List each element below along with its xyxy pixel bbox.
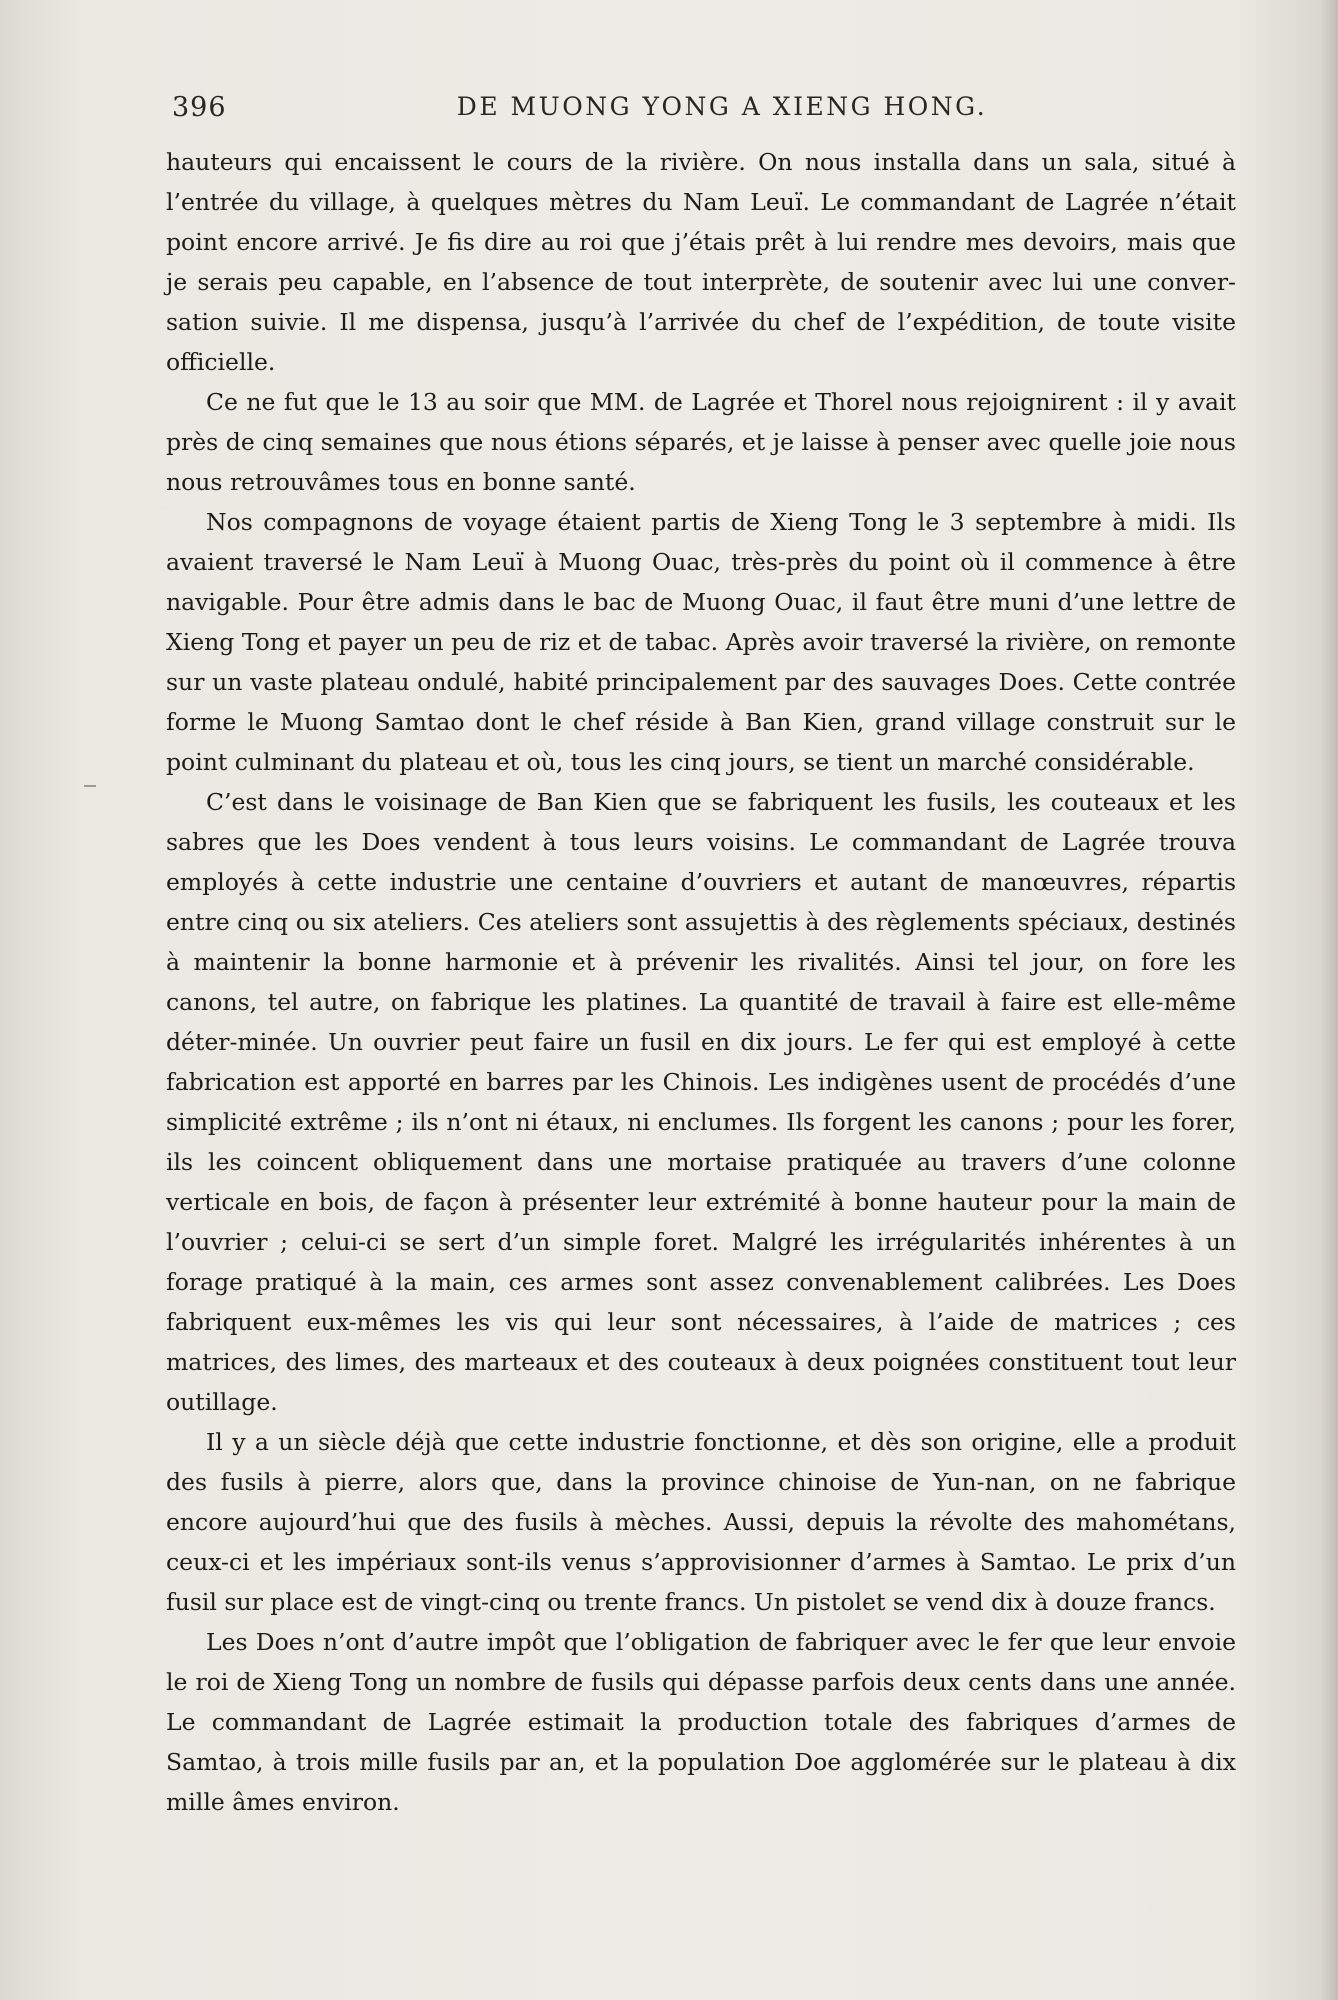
paragraph-2: Ce ne fut que le 13 au soir que MM. de Lagrée et Thorel nous rejoignirent : il y avait près de cinq semaines que nous étions séparés, et je laisse à penser avec quelle joie nous nous retrouvâmes tous en bonne santé. xyxy=(166,388,1236,496)
body-text xyxy=(166,142,1236,1822)
page-number: 396 xyxy=(172,92,227,123)
running-title: DE MUONG YONG A XIENG HONG. xyxy=(456,92,988,121)
ink-mark xyxy=(84,785,96,787)
paragraph-4: C’est dans le voisinage de Ban Kien que se fabriquent les fusils, les couteaux et les sabres que les Does vendent à tous leurs voisins. Le commandant de Lagrée trouva employés à cette industrie une centaine d’ouvriers et autant de manœuvres, répartis entre cinq ou six ateliers. Ces ateliers sont assujettis à des règlements spéciaux, destinés à maintenir la bonne harmonie et à prévenir les rivalités. Ainsi tel jour, on fore les canons, tel autre, on fabrique les platines. La quantité de travail à faire est elle-même déter-minée. Un ouvrier peut faire un fusil en dix jours. Le fer qui est employé à cette fabrication est apporté en barres par les Chinois. Les indigènes usent de procédés d’une simplicité extrême ; ils n’ont ni étaux, ni enclumes. Ils forgent les canons ; pour les forer, ils les coincent obliquement dans une mortaise pratiquée au travers d’une colonne verticale en bois, de façon à présenter leur extrémité à bonne hauteur pour la main de l’ouvrier ; celui-ci se sert d’un simple foret. Malgré les irrégularités inhérentes à un forage pratiqué à la main, ces armes sont assez convenablement calibrées. Les Does fabriquent eux-mêmes les vis qui leur sont nécessaires, à l’aide de matrices ; ces matrices, des limes, des marteaux et des couteaux à deux poignées constituent tout leur outillage. xyxy=(166,788,1236,1416)
paragraph-3: Nos compagnons de voyage étaient partis de Xieng Tong le 3 septembre à midi. Ils avaient traversé le Nam Leuï à Muong Ouac, très-près du point où il commence à être navigable. Pour être admis dans le bac de Muong Ouac, il faut être muni d’une lettre de Xieng Tong et payer un peu de riz et de tabac. Après avoir traversé la rivière, on remonte sur un vaste plateau ondulé, habité principalement par des sauvages Does. Cette contrée forme le Muong Samtao dont le chef réside à Ban Kien, grand village construit sur le point culminant du plateau et où, tous les cinq jours, se tient un marché considérable. xyxy=(166,508,1236,776)
paragraph-6: Les Does n’ont d’autre impôt que l’obligation de fabriquer avec le fer que leur envoie le roi de Xieng Tong un nombre de fusils qui dépasse parfois deux cents dans une année. Le commandant de Lagrée estimait la production totale des fabriques d’armes de Samtao, à trois mille fusils par an, et la population Doe agglomérée sur le plateau à dix mille âmes environ. xyxy=(166,1628,1236,1816)
paragraph-1: hauteurs qui encaissent le cours de la rivière. On nous installa dans un sala, situé à l’entrée du village, à quelques mètres du Nam Leuï. Le commandant de Lagrée n’était point encore arrivé. Je fis dire au roi que j’étais prêt à lui rendre mes devoirs, mais que je serais peu capable, en l’absence de tout interprète, de soutenir avec lui une conver-sation suivie. Il me dispensa, jusqu’à l’arrivée du chef de l’expédition, de toute visite officielle. xyxy=(166,148,1236,376)
paragraph-5: Il y a un siècle déjà que cette industrie fonctionne, et dès son origine, elle a produit des fusils à pierre, alors que, dans la province chinoise de Yun-nan, on ne fabrique encore aujourd’hui que des fusils à mèches. Aussi, depuis la révolte des mahométans, ceux-ci et les impériaux sont-ils venus s’approvisionner d’armes à Samtao. Le prix d’un fusil sur place est de vingt-cinq ou trente francs. Un pistolet se vend dix à douze francs. xyxy=(166,1428,1236,1616)
page-edge-shadow xyxy=(1320,0,1338,2000)
page-header xyxy=(172,92,1232,132)
